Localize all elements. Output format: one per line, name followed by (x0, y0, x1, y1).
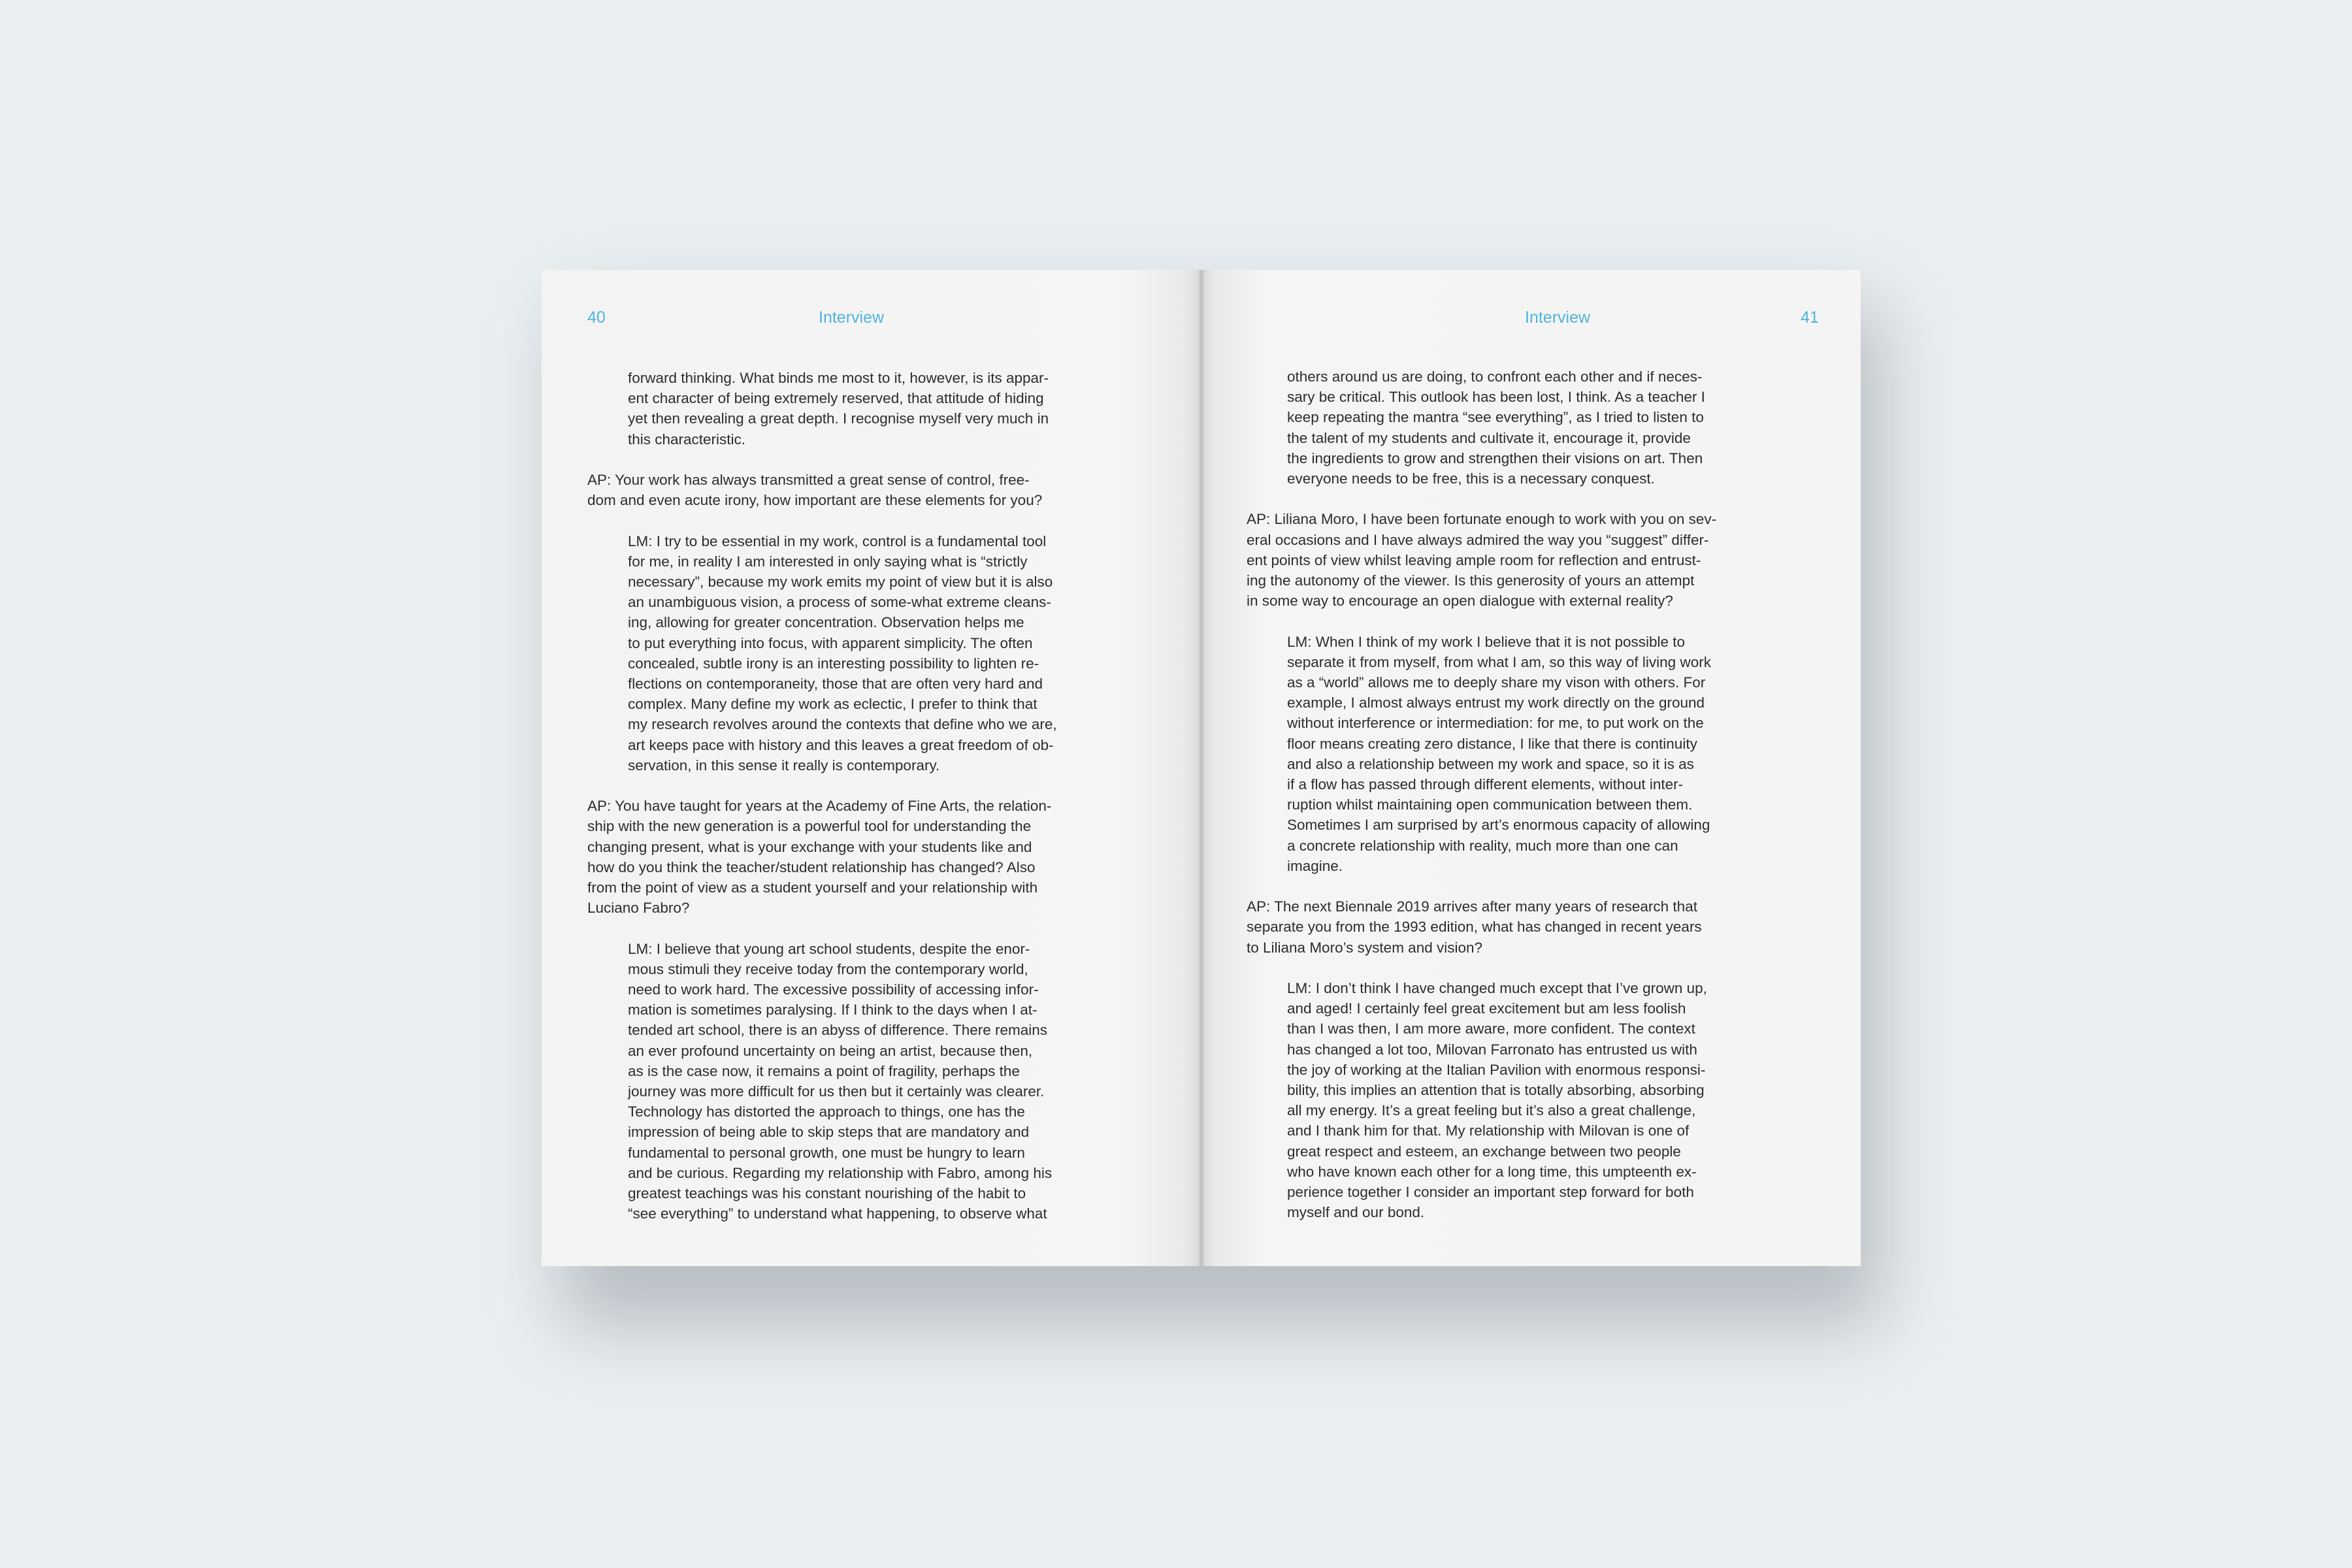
text-line: as a “world” allows me to deeply share my vison with others. For (1287, 674, 1706, 691)
text-line: ing, allowing for greater concentration. Observation helps me (628, 614, 1024, 631)
text-line: changing present, what is your exchange with your students like and (587, 838, 1032, 855)
interview-text (1247, 367, 1784, 1222)
text-line: yet then revealing a great depth. I recognise myself very much in (628, 410, 1049, 427)
text-line: from the point of view as a student yourself and your relationship with (587, 879, 1038, 896)
text-line: complex. Many define my work as eclectic, I prefer to think that (628, 696, 1037, 713)
interview-question (1247, 896, 1784, 958)
text-line: everyone needs to be free, this is a necessary conquest. (1287, 470, 1655, 487)
text-line: perience together I consider an important step forward for both (1287, 1184, 1694, 1201)
text-line: to Liliana Moro’s system and vision? (1247, 939, 1483, 956)
interview-question (1247, 509, 1784, 611)
text-line: ent points of view whilst leaving ample room for reflection and entrust- (1247, 551, 1701, 568)
page-number: 40 (587, 308, 606, 327)
running-head: Interview (1525, 308, 1591, 327)
text-line: my research revolves around the contexts that define who we are, (628, 716, 1057, 733)
text-line: LM: I try to be essential in my work, control is a fundamental tool (628, 532, 1047, 549)
text-line: how do you think the teacher/student relationship has changed? Also (587, 858, 1036, 875)
text-line: “see everything” to understand what happening, to observe what (628, 1205, 1047, 1222)
text-line: imagine. (1287, 857, 1343, 874)
text-line: separate you from the 1993 edition, what has changed in recent years (1247, 919, 1702, 936)
text-line: ing the autonomy of the viewer. Is this generosity of yours an attempt (1247, 572, 1695, 589)
text-line: separate it from myself, from what I am, so this way of living work (1287, 653, 1711, 670)
interview-text (587, 368, 1123, 1224)
text-line: AP: You have taught for years at the Academy of Fine Arts, the relation- (587, 798, 1052, 815)
text-line: fundamental to personal growth, one must be hungry to learn (628, 1144, 1025, 1161)
text-line: tended art school, there is an abyss of difference. There remains (628, 1022, 1048, 1039)
interview-answer (587, 368, 1123, 449)
text-line: for me, in reality I am interested in only saying what is “strictly (628, 553, 1028, 570)
text-line: impression of being able to skip steps that are mandatory and (628, 1124, 1030, 1141)
text-line: a concrete relationship with reality, much more than one can (1287, 837, 1678, 854)
text-line: Luciano Fabro? (587, 900, 690, 917)
text-line: an unambiguous vision, a process of some-what extreme cleans- (628, 594, 1051, 611)
interview-answer (1247, 632, 1784, 876)
text-line: in some way to encourage an open dialogue with external reality? (1247, 593, 1673, 610)
text-line: and be curious. Regarding my relationship with Fabro, among his (628, 1164, 1053, 1181)
text-line: has changed a lot too, Milovan Farronato has entrusted us with (1287, 1041, 1697, 1058)
running-head: Interview (819, 308, 885, 327)
text-line: AP: The next Biennale 2019 arrives after many years of research that (1247, 898, 1697, 915)
text-line: necessary”, because my work emits my point of view but it is also (628, 574, 1053, 590)
text-line: bility, this implies an attention that is totally absorbing, absorbing (1287, 1082, 1705, 1099)
text-line: than I was then, I am more aware, more confident. The context (1287, 1021, 1695, 1037)
text-line: eral occasions and I have always admired the way you “suggest” differ- (1247, 531, 1709, 548)
text-line: servation, in this sense it really is contemporary. (628, 757, 940, 774)
text-line: ent character of being extremely reserved, that attitude of hiding (628, 390, 1044, 407)
text-line: an ever profound uncertainty on being an artist, because then, (628, 1042, 1033, 1059)
text-line: floor means creating zero distance, I like that there is continuity (1287, 735, 1697, 752)
text-line: the ingredients to grow and strengthen their visions on art. Then (1287, 449, 1703, 466)
text-line: need to work hard. The excessive possibility of accessing infor- (628, 981, 1039, 998)
text-line: others around us are doing, to confront each other and if neces- (1287, 368, 1703, 385)
text-line: Technology has distorted the approach to things, one has the (628, 1103, 1025, 1120)
text-line: mous stimuli they receive today from the contemporary world, (628, 960, 1028, 977)
interview-question (587, 470, 1123, 510)
text-line: dom and even acute irony, how important are these elements for you? (587, 492, 1043, 509)
interview-answer (587, 939, 1123, 1224)
text-line: without interference or intermediation: for me, to put work on the (1287, 715, 1704, 732)
text-line: Sometimes I am surprised by art’s enormous capacity of allowing (1287, 817, 1710, 834)
text-line: art keeps pace with history and this leaves a great freedom of ob- (628, 736, 1054, 753)
text-line: forward thinking. What binds me most to it, however, is its appar- (628, 370, 1049, 386)
text-line: keep repeating the mantra “see everything”, as I tried to listen to (1287, 409, 1704, 426)
text-line: example, I almost always entrust my work directly on the ground (1287, 694, 1705, 711)
text-line: and I thank him for that. My relationship with Milovan is one of (1287, 1122, 1690, 1139)
text-line: and aged! I certainly feel great excitement but am less foolish (1287, 1000, 1686, 1017)
text-line: this characteristic. (628, 431, 746, 448)
interview-answer (1247, 978, 1784, 1222)
text-line: journey was more difficult for us then but it certainly was clearer. (628, 1083, 1045, 1100)
text-line: the joy of working at the Italian Pavilion with enormous responsi- (1287, 1061, 1706, 1078)
book-gutter (1199, 270, 1204, 1266)
text-line: concealed, subtle irony is an interesting possibility to lighten re- (628, 655, 1039, 672)
interview-answer (587, 531, 1123, 776)
text-line: all my energy. It’s a great feeling but it’s also a great challenge, (1287, 1102, 1696, 1119)
text-line: if a flow has passed through different elements, without inter- (1287, 776, 1684, 793)
text-line: great respect and esteem, an exchange between two people (1287, 1143, 1681, 1160)
text-line: who have known each other for a long time, this umpteenth ex- (1287, 1163, 1697, 1180)
text-line: myself and our bond. (1287, 1204, 1425, 1221)
text-line: flections on contemporaneity, those that are often very hard and (628, 676, 1043, 693)
text-line: sary be critical. This outlook has been lost, I think. As a teacher I (1287, 389, 1705, 406)
text-line: the talent of my students and cultivate it, encourage it, provide (1287, 429, 1691, 446)
text-line: LM: I don’t think I have changed much except that I’ve grown up, (1287, 980, 1707, 997)
page-number: 41 (1801, 308, 1819, 327)
text-line: to put everything into focus, with apparent simplicity. The often (628, 634, 1033, 651)
open-book (542, 270, 1861, 1266)
text-line: ruption whilst maintaining open communication between them. (1287, 796, 1693, 813)
text-line: AP: Liliana Moro, I have been fortunate enough to work with you on sev- (1247, 511, 1717, 528)
text-line: LM: When I think of my work I believe that it is not possible to (1287, 633, 1686, 650)
text-line: greatest teachings was his constant nourishing of the habit to (628, 1185, 1026, 1202)
text-line: and also a relationship between my work and space, so it is as (1287, 755, 1694, 772)
text-line: LM: I believe that young art school students, despite the enor- (628, 940, 1030, 957)
text-line: ship with the new generation is a powerful tool for understanding the (587, 818, 1032, 835)
text-line: mation is sometimes paralysing. If I think to the days when I at- (628, 1002, 1037, 1019)
interview-answer (1247, 367, 1784, 489)
text-line: AP: Your work has always transmitted a great sense of control, free- (587, 472, 1030, 488)
right-page (1201, 270, 1861, 1266)
text-line: as is the case now, it remains a point of fragility, perhaps the (628, 1062, 1020, 1079)
left-page (542, 270, 1201, 1266)
interview-question (587, 796, 1123, 918)
